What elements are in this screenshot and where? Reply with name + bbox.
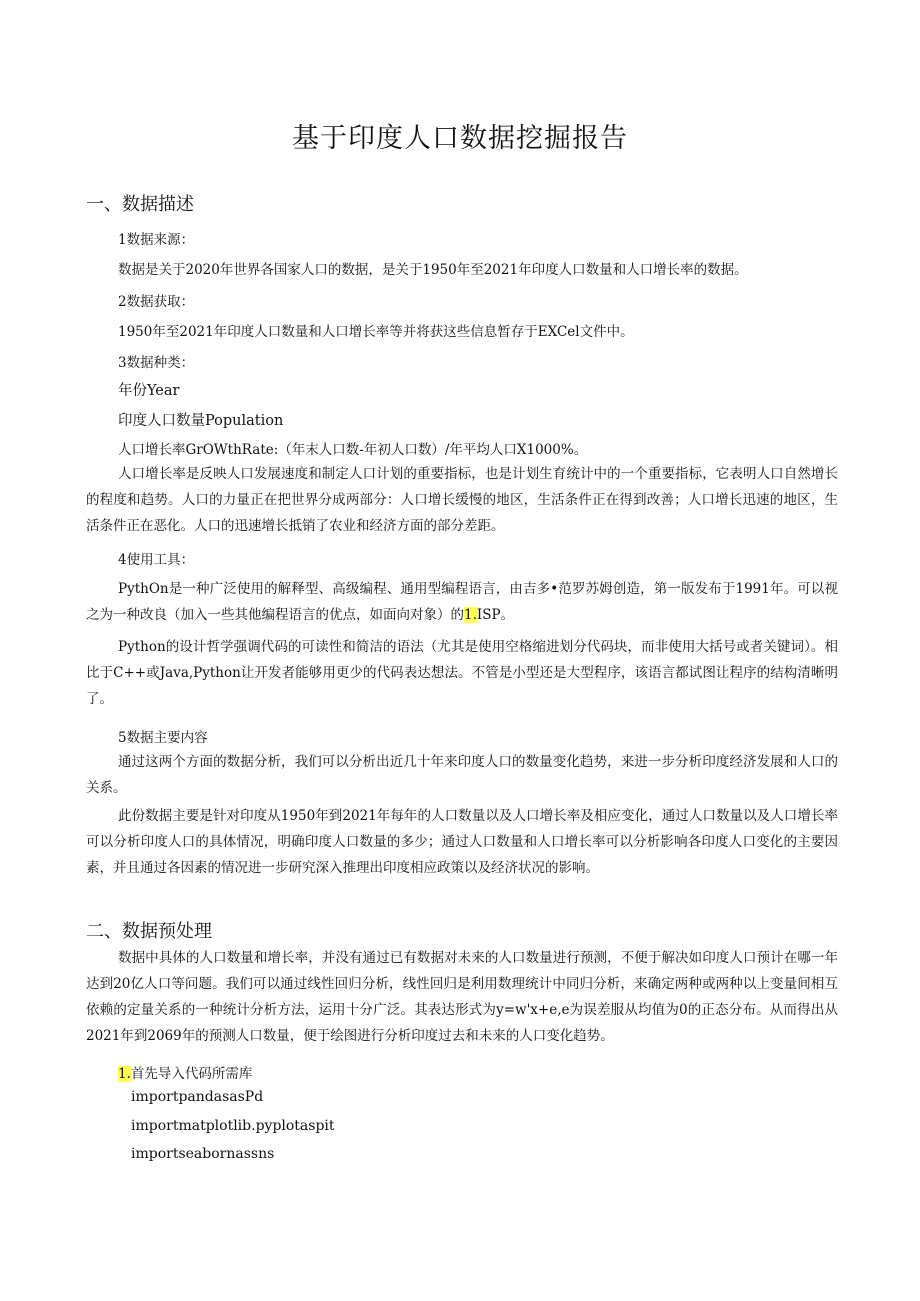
step-1-line [118, 1062, 252, 1082]
document-title: 基于印度人口数据挖掘报告 [292, 123, 628, 154]
python-design-paragraph: Python的设计哲学强调代码的可读性和简洁的语法（尤其是使用空格缩进划分代码块，而非使用大括号或者关键词）。相比于C++或Java,Python让开发者能够用更少的代码表达想法。不管是小型还是大型程序，该语言都试图让程序的结构清晰明了。 [86, 639, 838, 707]
data-acquire-label: 2数据获取： [118, 294, 195, 310]
python-paragraph-end: ISP。 [476, 607, 515, 623]
section-heading-preprocessing: 二、数据预处理 [86, 921, 212, 942]
python-paragraph-text: PythOn是一种广泛使用的解释型、高级编程、通用型编程语言，由吉多•范罗苏姆创造，第一版发布于1991年。可以视之为一种改良（加入一些其他编程语言的优点，如面向对象）的 [86, 581, 838, 623]
data-type-year: 年份Year [118, 383, 180, 399]
step-1-text: 首先导入代码所需库 [130, 1066, 253, 1082]
main-content-label: 5数据主要内容 [118, 730, 208, 746]
preprocessing-paragraph: 数据中具体的人口数量和增长率，并没有通过已有数据对未来的人口数量进行预测，不便于解决如印度人口预计在哪一年达到20亿人口等问题。我们可以通过线性回归分析，线性回归是利用数理统计中同归分析，来确定两种或两种以上变量间相互依赖的定量关系的一种统计分析方法，运用十分广泛。其表达形式为y=w'x+e,e为误差服从均值为0的正态分布。从而得出从2021年到2069年的预测人口数量，便于绘图进行分析印度过去和未来的人口变化趋势。 [86, 950, 838, 1044]
tools-label: 4使用工具： [118, 552, 195, 568]
code-line: importpandasasPd [131, 1089, 264, 1105]
code-line: importseabornassns [131, 1146, 275, 1162]
data-source-label: 1数据来源： [118, 232, 195, 248]
data-source-text: 数据是关于2020年世界各国家人口的数据，是关于1950年至2021年印度人口数量和人口增长率的数据。 [118, 262, 748, 278]
data-type-population: 印度人口数量Population [118, 413, 284, 429]
data-types-label: 3数据种类： [118, 355, 195, 371]
section-heading-data-description: 一、数据描述 [86, 194, 194, 215]
python-paragraph [86, 576, 838, 628]
step-1-number: 1. [118, 1066, 131, 1082]
data-type-growth-rate: 人口增长率GrOWthRate:（年末人口数-年初人口数）/年平均人口X1000%。 [118, 442, 588, 458]
code-line: importmatplotlib.pyplotaspit [131, 1118, 335, 1134]
highlighted-number: 1. [464, 607, 477, 623]
data-acquire-text: 1950年至2021年印度人口数量和人口增长率等并将获这些信息暂存于EXCel文件中。 [118, 324, 634, 340]
content-paragraph-1: 通过这两个方面的数据分析，我们可以分析出近几十年来印度人口的数量变化趋势，来进一步分析印度经济发展和人口的关系。 [86, 754, 838, 796]
content-paragraph-2: 此份数据主要是针对印度从1950年到2021年每年的人口数量以及人口增长率及相应变化，通过人口数量以及人口增长率可以分析印度人口的具体情况，明确印度人口数量的多少；通过人口数量和人口增长率可以分析影响各印度人口变化的主要因素，并且通过各因素的情况进一步研究深入推理出印度相应政策以及经济状况的影响。 [86, 808, 838, 876]
growth-rate-paragraph: 人口增长率是反映人口发展速度和制定人口计划的重要指标，也是计划生育统计中的一个重要指标，它表明人口自然增长的程度和趋势。人口的力量正在把世界分成两部分：人口增长缓慢的地区，生活条件正在得到改善；人口增长迅速的地区，生活条件正在恶化。人口的迅速增长抵销了农业和经济方面的部分差距。 [86, 466, 838, 534]
